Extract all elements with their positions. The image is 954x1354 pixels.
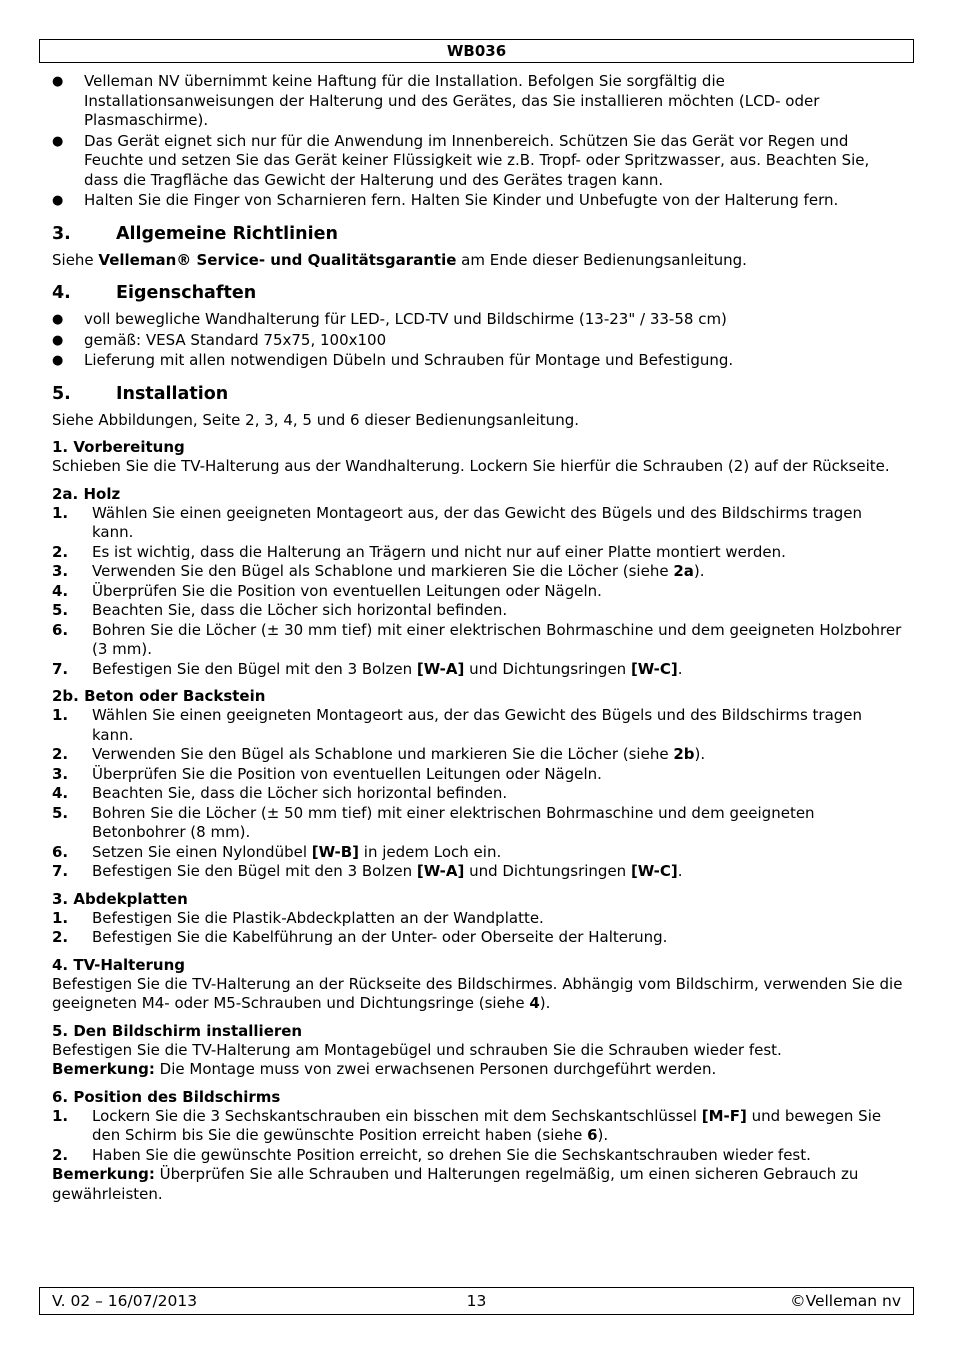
subsection-beton-heading: 2b. Beton oder Backstein — [52, 687, 266, 705]
copyright: ©Velleman nv — [790, 1292, 901, 1310]
step-item: 1. Wählen Sie einen geeigneten Montageort aus, der das Gewicht des Bügels und des Bildschirms tragen kann. — [52, 503, 863, 541]
step-number: 7. — [52, 862, 69, 880]
step-item: 7. Befestigen Sie den Bügel mit den 3 Bolzen [W-A] und Dichtungsringen [W-C]. — [52, 659, 683, 678]
subsection-bildschirm-note: Bemerkung: Die Montage muss von zwei erwachsenen Personen durchgeführt werden. — [52, 1060, 717, 1078]
step-item: 4. Überprüfen Sie die Position von eventuellen Leitungen oder Nägeln. — [52, 581, 602, 600]
intro-bullet-list — [52, 72, 907, 211]
step-item: 3. Verwenden Sie den Bügel als Schablone und markieren Sie die Löcher (siehe 2a). — [52, 562, 705, 580]
list-item: ● Halten Sie die Finger von Scharnieren fern. Halten Sie Kinder und Unbefugte von der Halterung fern. — [52, 191, 839, 209]
document-footer — [39, 1287, 914, 1315]
position-steps-list — [52, 1107, 907, 1166]
step-item: 2. Haben Sie die gewünschte Position erreicht, so drehen Sie die Sechskantschrauben wieder fest. — [52, 1145, 811, 1164]
document-header — [39, 39, 914, 63]
step-number: 3. — [52, 764, 69, 783]
list-item: ● Das Gerät eignet sich nur für die Anwendung im Innenbereich. Schützen Sie das Gerät vor Regen und Feuchte und setzen Sie das Gerät keiner Flüssigkeit wie z.B. Tropf- oder Spritzwasser, aus. Beachten Sie, dass die Tragfläche das Gewicht der Halterung und des Gerätes tragen kann. — [52, 131, 870, 189]
step-item: 5. Beachten Sie, dass die Löcher sich horizontal befinden. — [52, 601, 508, 619]
step-number: 2. — [52, 542, 69, 561]
page-content — [52, 72, 907, 1204]
step-number: 1. — [52, 908, 69, 927]
section-3-heading: 3. Allgemeine Richtlinien — [52, 223, 338, 244]
bullet-icon: ● — [52, 312, 64, 327]
step-item: 2. Verwenden Sie den Bügel als Schablone und markieren Sie die Löcher (siehe 2b). — [52, 745, 706, 763]
step-number: 2. — [52, 928, 69, 946]
step-item: 5. Bohren Sie die Löcher (± 50 mm tief) mit einer elektrischen Bohrmaschine und dem geeigneten Betonbohrer (8 mm). — [52, 803, 815, 841]
subsection-abdekplatten-heading: 3. Abdekplatten — [52, 889, 188, 908]
list-item: ● Lieferung mit allen notwendigen Dübeln und Schrauben für Montage und Befestigung. — [52, 351, 734, 369]
page-number: 13 — [466, 1292, 487, 1310]
step-item: 4. Beachten Sie, dass die Löcher sich horizontal befinden. — [52, 784, 508, 802]
subsection-vorbereitung-heading: 1. Vorbereitung — [52, 438, 185, 456]
step-number: 2. — [52, 1145, 69, 1164]
version-date: V. 02 – 16/07/2013 — [52, 1292, 198, 1310]
bullet-icon: ● — [52, 332, 64, 348]
subsection-vorbereitung-text: Schieben Sie die TV-Halterung aus der Wandhalterung. Lockern Sie hierfür die Schrauben (2) auf der Rückseite. — [52, 457, 890, 475]
step-item: 2. Es ist wichtig, dass die Halterung an Trägern und nicht nur auf einer Platte montiert werden. — [52, 542, 786, 561]
step-number: 1. — [52, 503, 69, 522]
subsection-bildschirm-text: Befestigen Sie die TV-Halterung am Montagebügel und schrauben Sie die Schrauben wieder fest. — [52, 1040, 782, 1059]
step-number: 4. — [52, 581, 69, 600]
step-number: 7. — [52, 659, 69, 678]
step-number: 1. — [52, 706, 69, 724]
list-item: ● Velleman NV übernimmt keine Haftung für die Installation. Befolgen Sie sorgfältig die Installationsanweisungen der Halterung und des Gerätes, das Sie installieren möchten (LCD- oder Plasmaschirme). — [52, 72, 820, 129]
list-item: ● voll bewegliche Wandhalterung für LED-, LCD-TV und Bildschirme (13-23" / 33-58 cm) — [52, 310, 727, 328]
holz-steps-list — [52, 504, 907, 680]
bullet-icon: ● — [52, 353, 64, 368]
section-4-heading: 4. Eigenschaften — [52, 283, 257, 303]
features-bullet-list — [52, 310, 907, 371]
abdekplatten-steps-list — [52, 909, 907, 948]
section-5-heading: 5. Installation — [52, 383, 229, 404]
step-number: 5. — [52, 803, 69, 822]
step-number: 4. — [52, 784, 69, 802]
subsection-holz-heading: 2a. Holz — [52, 484, 121, 503]
step-item: 1. Befestigen Sie die Plastik-Abdeckplatten an der Wandplatte. — [52, 908, 544, 927]
step-number: 6. — [52, 842, 69, 861]
beton-steps-list — [52, 706, 907, 882]
bullet-icon: ● — [52, 193, 64, 208]
bullet-icon: ● — [52, 74, 64, 89]
step-item: 6. Setzen Sie einen Nylondübel [W-B] in jedem Loch ein. — [52, 842, 502, 861]
step-item: 1. Lockern Sie die 3 Sechskantschrauben ein bisschen mit dem Sechskantschlüssel [M-F] und bewegen Sie den Schirm bis Sie die gewünschte Position erreicht haben (siehe 6). — [52, 1106, 882, 1144]
section-3-text: Siehe Velleman® Service- und Qualitätsgarantie am Ende dieser Bedienungsanleitung. — [52, 250, 747, 269]
step-item: 3. Überprüfen Sie die Position von eventuellen Leitungen oder Nägeln. — [52, 764, 602, 783]
subsection-position-note: Bemerkung: Überprüfen Sie alle Schrauben und Halterungen regelmäßig, um einen sicheren Gebrauch zu gewährleisten. — [52, 1165, 859, 1203]
step-item: 2. Befestigen Sie die Kabelführung an der Unter- oder Oberseite der Halterung. — [52, 928, 668, 946]
model-number: WB036 — [446, 42, 507, 60]
bullet-icon: ● — [52, 133, 64, 149]
subsection-tv-halterung-heading: 4. TV-Halterung — [52, 955, 185, 974]
step-item: 1. Wählen Sie einen geeigneten Montageort aus, der das Gewicht des Bügels und des Bildschirms tragen kann. — [52, 706, 863, 744]
list-item: ● gemäß: VESA Standard 75x75, 100x100 — [52, 330, 387, 349]
step-item: 6. Bohren Sie die Löcher (± 30 mm tief) mit einer elektrischen Bohrmaschine und dem geeigneten Holzbohrer (3 mm). — [52, 620, 902, 658]
step-number: 6. — [52, 620, 69, 639]
step-number: 1. — [52, 1106, 69, 1125]
step-item: 7. Befestigen Sie den Bügel mit den 3 Bolzen [W-A] und Dichtungsringen [W-C]. — [52, 862, 683, 880]
subsection-tv-halterung-text: Befestigen Sie die TV-Halterung an der Rückseite des Bildschirmes. Abhängig vom Bildschirm, verwenden Sie die geeigneten M4- oder M5-Schrauben und Dichtungsringe (siehe 4). — [52, 974, 903, 1012]
step-number: 2. — [52, 745, 69, 763]
step-number: 5. — [52, 601, 69, 619]
subsection-position-heading: 6. Position des Bildschirms — [52, 1087, 281, 1106]
subsection-bildschirm-heading: 5. Den Bildschirm installieren — [52, 1021, 303, 1040]
step-number: 3. — [52, 562, 69, 580]
section-5-intro: Siehe Abbildungen, Seite 2, 3, 4, 5 und 6 dieser Bedienungsanleitung. — [52, 410, 579, 429]
